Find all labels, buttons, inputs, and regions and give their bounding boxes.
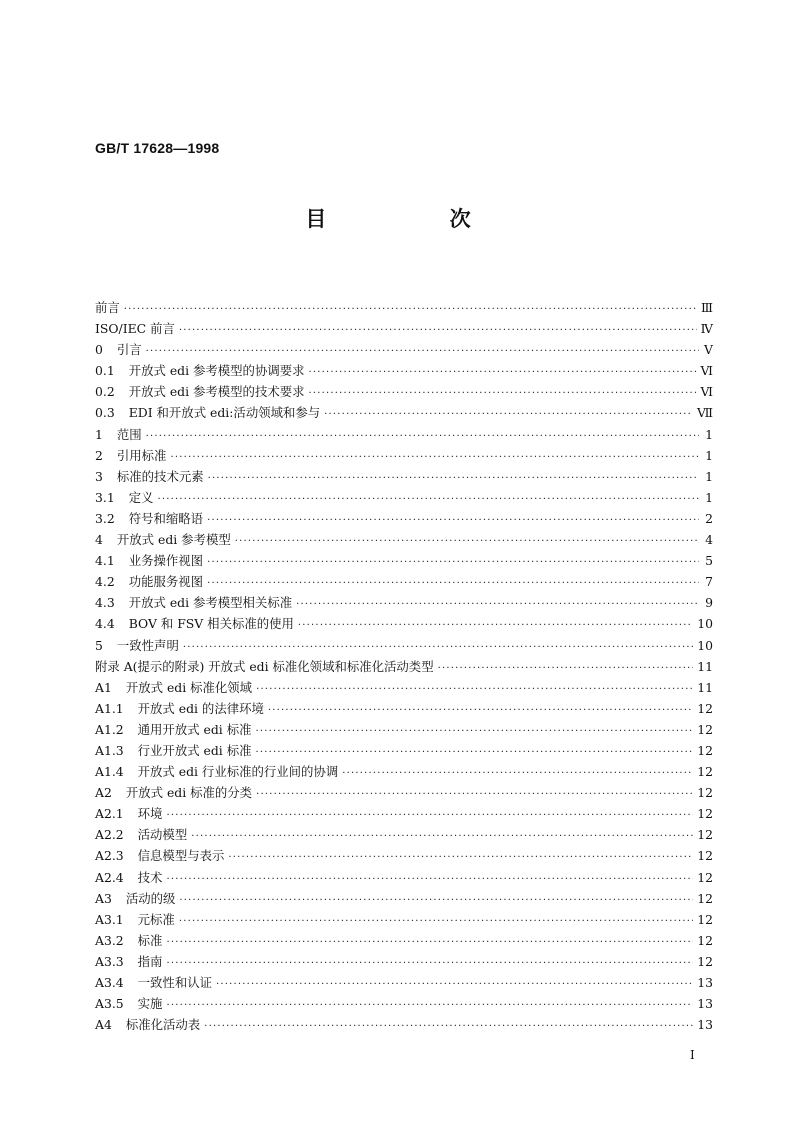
toc-dot-leader [207, 573, 699, 594]
toc-dot-leader [158, 489, 700, 510]
toc-entry[interactable] [95, 635, 713, 656]
toc-section-number: 2 [95, 447, 103, 463]
toc-page-number: Ⅶ [697, 405, 713, 421]
toc-entry[interactable] [95, 297, 713, 318]
toc-page-number: Ⅲ [701, 300, 713, 315]
toc-page-number: 5 [705, 553, 713, 569]
toc-page-number: 9 [705, 595, 713, 611]
toc-section-number: A3 [95, 890, 112, 906]
toc-section-number: A1.3 [95, 742, 124, 758]
toc-dot-leader [342, 763, 693, 784]
toc-entry[interactable] [95, 550, 713, 571]
toc-entry[interactable] [95, 339, 713, 360]
toc-dot-leader [256, 742, 694, 763]
toc-section-title: 范围 [116, 426, 142, 442]
toc-entry[interactable] [95, 508, 713, 529]
toc-section-number: 0.2 [95, 384, 115, 400]
toc-section-title: 标准化活动表 [125, 1017, 201, 1033]
toc-section-title: 前言 [95, 300, 120, 315]
toc-dot-leader [166, 953, 693, 974]
standard-number: GB/T 17628—1998 [95, 140, 220, 156]
toc-section-title: 标准的技术元素 [116, 468, 204, 484]
toc-page-number: Ⅳ [700, 321, 713, 337]
toc-page-number: 1 [705, 426, 713, 442]
toc-page-number: 1 [705, 489, 713, 505]
toc-section-title: 标准 [137, 932, 163, 948]
toc-section-title: 开放式 edi 参考模型相关标准 [128, 595, 293, 611]
toc-entry[interactable] [95, 993, 713, 1014]
toc-entry[interactable] [95, 930, 713, 951]
toc-section-number: 3 [95, 468, 103, 484]
toc-page-number: 1 [705, 468, 713, 484]
toc-page-number: 12 [697, 890, 713, 906]
toc-entry[interactable] [95, 803, 713, 824]
toc-entry[interactable] [95, 402, 713, 423]
toc-section-number: A2.2 [95, 827, 124, 843]
toc-section-title: 一致性声明 [116, 637, 179, 653]
toc-entry[interactable] [95, 381, 713, 402]
toc-entry[interactable] [95, 972, 713, 993]
toc-page-number: 13 [697, 975, 713, 990]
toc-section-title: 元标准 [137, 911, 175, 927]
toc-section-title: 符号和缩略语 [128, 510, 204, 526]
toc-section-number: A2.1 [95, 806, 124, 822]
toc-page-number: 11 [697, 679, 713, 695]
toc-dot-leader [268, 700, 693, 721]
toc-page-number: 12 [697, 721, 713, 737]
toc-section-number: 4.2 [95, 574, 115, 590]
toc-section-title: 通用开放式 edi 标准 [137, 721, 252, 737]
toc-page-number: 4 [705, 532, 713, 548]
toc-section-title: 定义 [128, 489, 154, 505]
toc-section-title: EDI 和开放式 edi:活动领域和参与 [128, 405, 321, 421]
toc-entry[interactable] [95, 824, 713, 845]
toc-section-number: 4.3 [95, 595, 115, 611]
toc-page-number: 12 [697, 785, 713, 801]
toc-section-title: 技术 [137, 869, 163, 885]
toc-dot-leader [170, 447, 699, 468]
toc-section-title: 开放式 edi 的法律环境 [137, 700, 264, 716]
toc-dot-leader [179, 911, 693, 932]
toc-entry[interactable] [95, 360, 713, 381]
toc-entry[interactable] [95, 318, 713, 339]
toc-entry[interactable] [95, 867, 713, 888]
toc-section-number: A4 [95, 1017, 112, 1033]
toc-dot-leader [207, 552, 699, 573]
toc-section-number: A3.2 [95, 932, 124, 948]
toc-page-number: 2 [705, 510, 713, 526]
toc-dot-leader [166, 932, 693, 953]
toc-dot-leader [179, 890, 693, 911]
toc-section-title: 环境 [137, 806, 163, 822]
toc-dot-leader [166, 869, 693, 890]
toc-section-title: 一致性和认证 [137, 975, 212, 990]
toc-dot-leader [256, 679, 693, 700]
toc-section-title: 业务操作视图 [128, 553, 204, 569]
toc-page-number: 10 [697, 637, 713, 653]
toc-page-number: 1 [705, 447, 713, 463]
toc-section-title: 行业开放式 edi 标准 [137, 742, 252, 758]
toc-section-number: 0.1 [95, 363, 115, 379]
toc-section-number: A3.1 [95, 911, 124, 927]
toc-page-number: 12 [697, 932, 713, 948]
toc-page-number: 12 [697, 742, 713, 758]
toc-entry[interactable] [95, 888, 713, 909]
toc-page-number: 12 [697, 806, 713, 822]
toc-section-number: 0.3 [95, 405, 115, 421]
toc-section-title: 指南 [137, 953, 163, 969]
toc-section-title: 开放式 edi 参考模型的协调要求 [128, 363, 305, 379]
toc-entry[interactable] [95, 698, 713, 719]
toc-section-title: BOV 和 FSV 相关标准的使用 [128, 616, 294, 632]
toc-section-number: 0 [95, 342, 103, 358]
toc-section-number: 1 [95, 426, 103, 442]
toc-dot-leader [228, 847, 693, 868]
toc-page-number: 12 [697, 848, 713, 864]
toc-dot-leader [207, 510, 699, 531]
toc-dot-leader [166, 805, 693, 826]
toc-section-number: A3.5 [95, 996, 124, 1012]
toc-entry[interactable] [95, 571, 713, 592]
toc-page-number: 12 [697, 827, 713, 843]
toc-section-title: 附录 A(提示的附录) 开放式 edi 标准化领域和标准化活动类型 [95, 658, 434, 674]
toc-section-title: 开放式 edi 标准化领域 [125, 679, 253, 695]
toc-section-title: 开放式 edi 参考模型 [116, 532, 231, 548]
toc-page-number: 7 [705, 574, 713, 590]
toc-section-number: 4 [95, 532, 103, 548]
toc-dot-leader [309, 383, 697, 404]
toc-page-number: 12 [697, 700, 713, 716]
toc-section-title: 开放式 edi 行业标准的行业间的协调 [137, 764, 339, 780]
toc-page-number: Ⅴ [704, 342, 713, 358]
toc-section-title: 活动的级 [125, 890, 176, 906]
toc-page-number: Ⅵ [700, 363, 713, 379]
toc-entry[interactable] [95, 677, 713, 698]
toc-entry[interactable] [95, 782, 713, 803]
toc-page-number: 12 [697, 764, 713, 780]
toc-section-number: A1 [95, 679, 112, 695]
toc-entry[interactable] [95, 656, 713, 677]
toc-dot-leader [216, 974, 693, 995]
toc-dot-leader [256, 721, 694, 742]
toc-section-title: ISO/IEC 前言 [95, 321, 175, 337]
toc-page-number: 12 [697, 953, 713, 969]
toc-dot-leader [124, 299, 697, 320]
toc-section-title: 实施 [137, 996, 163, 1012]
toc-section-title: 开放式 edi 标准的分类 [125, 785, 253, 801]
toc-section-title: 开放式 edi 参考模型的技术要求 [128, 384, 305, 400]
toc-dot-leader [146, 426, 699, 447]
toc-page-number: 12 [697, 869, 713, 885]
toc-section-title: 引用标准 [116, 447, 167, 463]
toc-entry[interactable] [95, 592, 713, 613]
page-number: I [690, 1048, 695, 1062]
toc-entry[interactable] [95, 613, 713, 634]
toc-page-number: 13 [697, 996, 713, 1012]
toc-page-number: Ⅵ [700, 384, 713, 400]
toc-entry[interactable] [95, 487, 713, 508]
toc-section-number: 3.2 [95, 510, 115, 526]
toc-dot-leader [298, 615, 693, 636]
toc-entry[interactable] [95, 909, 713, 930]
toc-entry[interactable] [95, 1014, 713, 1035]
toc-section-number: A2.3 [95, 848, 124, 864]
toc-entry[interactable] [95, 445, 713, 466]
toc-entry[interactable] [95, 424, 713, 445]
toc-dot-leader [179, 320, 697, 341]
toc-dot-leader [235, 531, 699, 552]
toc-dot-leader [204, 1016, 693, 1037]
toc-dot-leader [324, 404, 693, 425]
toc-page-number: 12 [697, 911, 713, 927]
toc-section-number: A1.2 [95, 721, 124, 737]
toc-section-title: 引言 [116, 342, 142, 358]
toc-section-title: 信息模型与表示 [137, 848, 225, 864]
toc-dot-leader [166, 995, 693, 1016]
toc-section-title: 活动模型 [137, 827, 188, 843]
toc-section-number: 4.1 [95, 553, 115, 569]
toc-section-number: A3.3 [95, 953, 124, 969]
toc-dot-leader [191, 826, 693, 847]
toc-entry[interactable] [95, 951, 713, 972]
toc-section-title: 功能服务视图 [128, 574, 204, 590]
toc-dot-leader [183, 637, 693, 658]
toc-page-number: 13 [697, 1017, 713, 1033]
toc-dot-leader [296, 594, 699, 615]
toc-dot-leader [208, 468, 699, 489]
toc-entry[interactable] [95, 466, 713, 487]
toc-entry[interactable] [95, 740, 713, 761]
toc-section-number: A1.4 [95, 764, 124, 780]
toc-page-number: 10 [697, 616, 713, 632]
toc-page-number: 11 [697, 658, 713, 674]
toc-section-number: 5 [95, 637, 103, 653]
toc-entry[interactable] [95, 719, 713, 740]
toc-dot-leader [256, 784, 693, 805]
toc-dot-leader [146, 341, 699, 362]
table-of-contents [95, 297, 713, 1035]
toc-entry[interactable] [95, 529, 713, 550]
toc-entry[interactable] [95, 845, 713, 866]
toc-section-number: A3.4 [95, 975, 124, 990]
toc-entry[interactable] [95, 761, 713, 782]
toc-dot-leader [438, 658, 694, 679]
toc-section-number: A1.1 [95, 700, 124, 716]
toc-section-number: 3.1 [95, 489, 115, 505]
toc-dot-leader [309, 362, 697, 383]
toc-section-number: A2.4 [95, 869, 124, 885]
toc-section-number: A2 [95, 785, 112, 801]
page-title: 目 次 [305, 206, 529, 231]
toc-section-number: 4.4 [95, 616, 115, 632]
